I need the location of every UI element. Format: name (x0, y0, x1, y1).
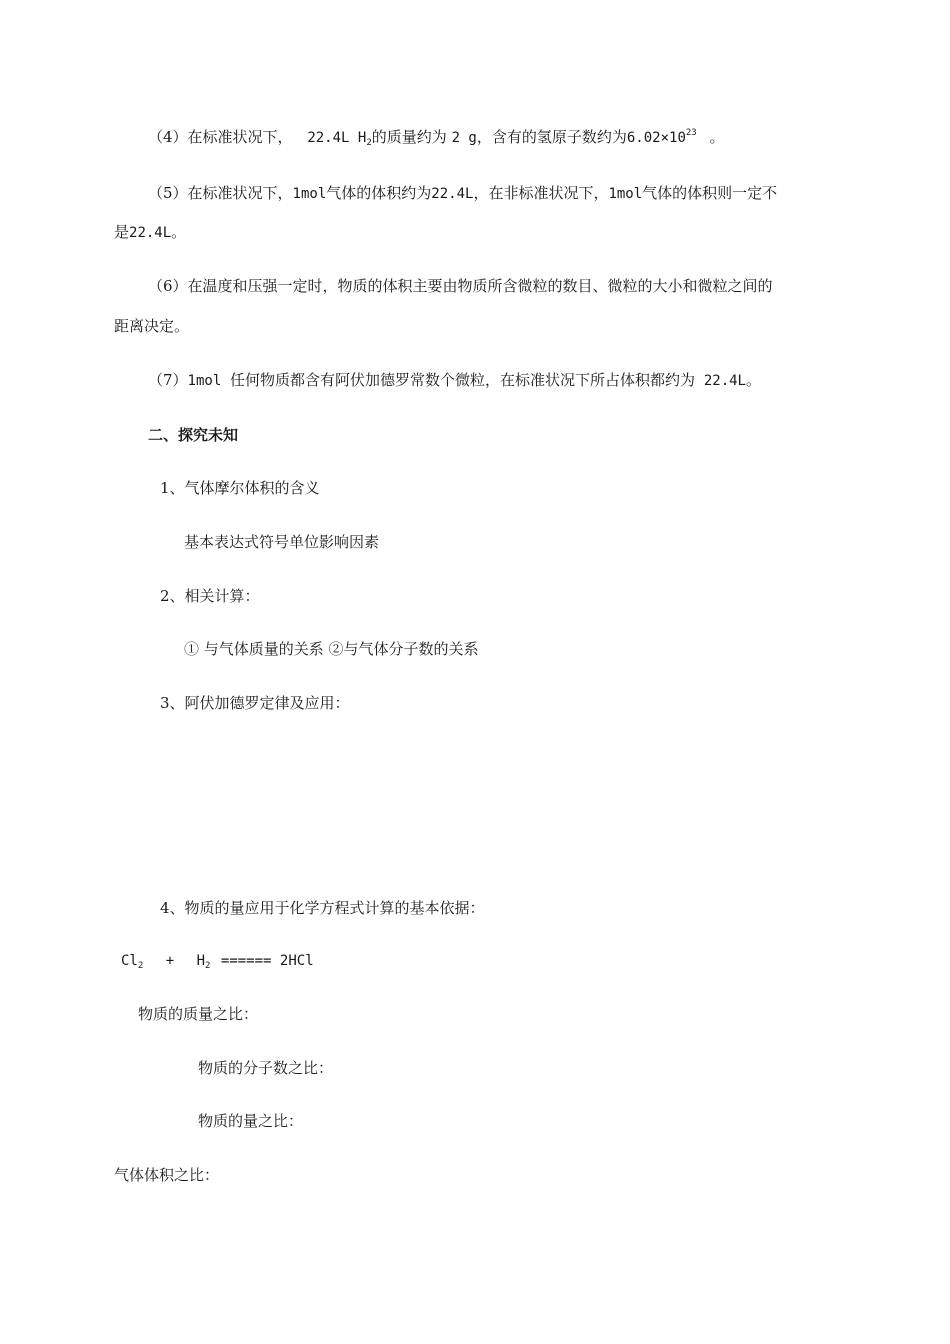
ratio-volume: 气体体积之比： (114, 1166, 220, 1184)
item-4-text-a: （4）在标准状况下， (148, 128, 293, 146)
reactant-h2: $H_2$ (196, 953, 211, 971)
section-2-heading: 二、探究未知 (148, 426, 239, 444)
item-4-text-e: ，含有的氢原子数约为 (476, 128, 627, 146)
ratio-molecules: 物质的分子数之比： (198, 1059, 334, 1077)
chemical-equation (121, 951, 314, 971)
item-4-line (148, 127, 725, 148)
item-7-line: （7）1mol 任何物质都含有阿伏加德罗常数个微粒，在标准状况下所占体积都约为 22.4L。 (148, 371, 762, 389)
point-4: 4、物质的量应用于化学方程式计算的基本依据： (160, 899, 485, 917)
item-5-line-1: （5）在标准状况下，1mol气体的体积约为22.4L，在非标准状况下，1mol气体的体积则一定不 (148, 184, 778, 202)
plus-sign: + (165, 953, 175, 969)
item-4-volume: 22.4L $H_2$ (307, 130, 372, 148)
item-4-text-c: 的质量约为 (371, 128, 447, 146)
item-4-mass: 2 g (451, 130, 477, 146)
item-5-line-2: 是22.4L。 (114, 223, 187, 241)
reaction-arrow: ====== (220, 953, 272, 969)
item-6-line-1: （6）在温度和压强一定时，物质的体积主要由物质所含微粒的数目、微粒的大小和微粒之间的 (148, 277, 773, 295)
point-2: 2、相关计算： (160, 587, 260, 605)
item-4-count: $6.02\times 10^{23}$ (626, 128, 697, 146)
item-4-end: 。 (709, 128, 725, 146)
item-6-line-2: 距离决定。 (114, 317, 190, 335)
reactant-cl2: $Cl_2$ (121, 953, 144, 971)
product-2hcl: 2HCl (279, 953, 314, 969)
point-1: 1、气体摩尔体积的含义 (160, 479, 320, 497)
point-2-sub: ① 与气体质量的关系 ②与气体分子数的关系 (184, 640, 479, 658)
ratio-mass: 物质的质量之比： (138, 1005, 259, 1023)
ratio-amount: 物质的量之比： (198, 1112, 304, 1130)
point-1-sub: 基本表达式符号单位影响因素 (184, 533, 380, 551)
point-3: 3、阿伏加德罗定律及应用： (160, 694, 350, 712)
